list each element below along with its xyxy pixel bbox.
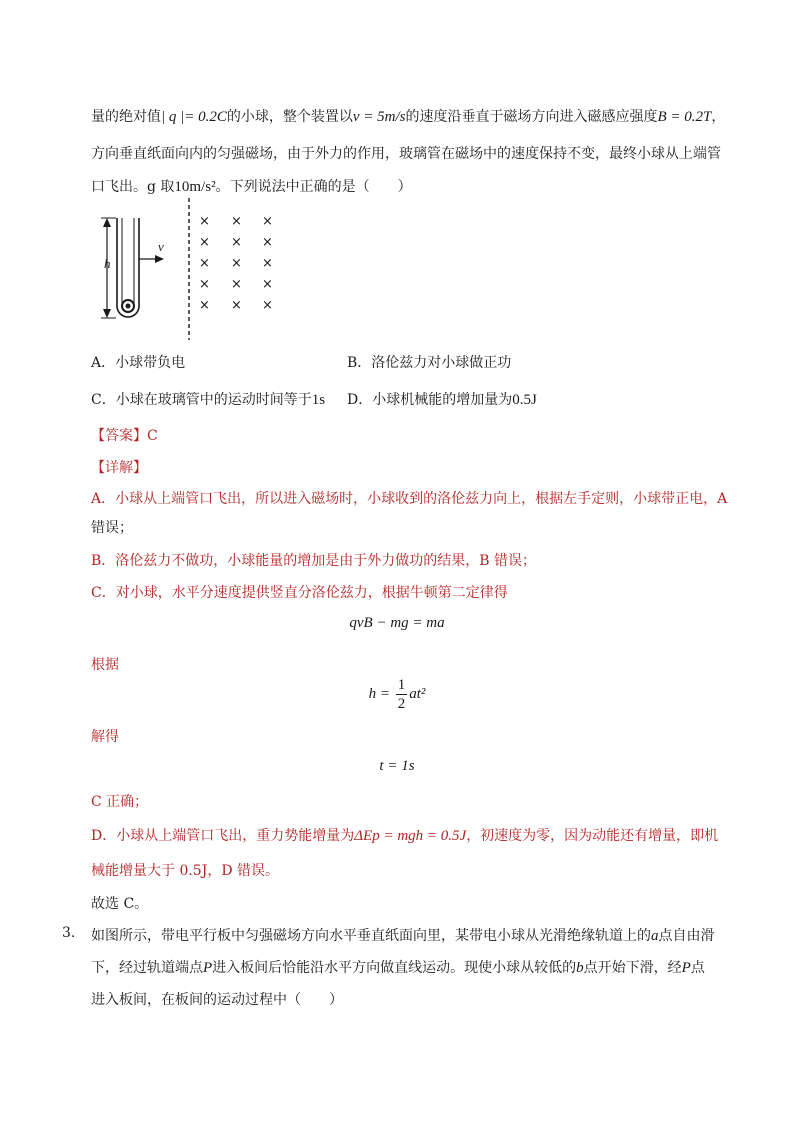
field-cross: × [199, 214, 210, 229]
field-cross: × [262, 214, 273, 229]
field-cross: × [199, 298, 210, 313]
q3-text: 如图所示，带电平行板中匀强磁场方向水平垂直纸面向里，某带电小球从光滑绝缘轨道上的 [91, 928, 651, 944]
option-d [347, 389, 537, 409]
fraction-denominator: 2 [397, 696, 406, 712]
potential-energy-expression: ΔEp = mgh = 0.5J [354, 828, 467, 844]
option-d-text: D．小球机械能的增加量为 [347, 392, 513, 408]
option-c [91, 389, 325, 409]
q3-text: 点开始下滑，经 [583, 960, 682, 976]
intro-text: 的小球，整个装置以 [226, 109, 353, 125]
detail-label: 【详解】 [91, 460, 147, 476]
equation-lhs: h = [368, 685, 390, 702]
label-jie-de: 解得 [91, 729, 119, 745]
field-cross: × [231, 256, 242, 271]
detail-d-line-2: 械能增量大于 0.5J，D 错误。 [91, 863, 280, 879]
velocity-label: v [158, 239, 164, 254]
detail-d-text: ，初速度为零，因为动能还有增量，即机 [466, 828, 719, 844]
intro-text: 量的绝对值 [91, 109, 161, 125]
point-a: a [651, 928, 659, 944]
detail-a-line-2: 错误； [91, 520, 133, 536]
q3-text: 点自由滑 [658, 928, 715, 944]
intro-line-2: 方向垂直纸面向内的匀强磁场，由于外力的作用，玻璃管在磁场中的速度保持不变，最终小球从上端管 [91, 146, 721, 162]
gravity-value: 10m/s² [174, 179, 216, 195]
option-c-text: C．小球在玻璃管中的运动时间等于 [91, 392, 312, 408]
equation-rhs: at² [409, 685, 426, 702]
q3-line-2 [91, 957, 705, 977]
problem-figure [96, 196, 286, 342]
equation-kinematics [0, 676, 794, 713]
field-cross: × [231, 214, 242, 229]
field-cross: × [262, 235, 273, 250]
field-cross: × [199, 235, 210, 250]
magnetic-field-crosses [199, 214, 273, 313]
detail-c: C．对小球，水平分速度提供竖直分洛伦兹力，根据牛顿第二定律得 [91, 585, 508, 601]
q3-text: 下，经过轨道端点 [91, 960, 203, 976]
velocity-arrow-head [155, 255, 164, 263]
detail-b: B．洛伦兹力不做功，小球能量的增加是由于外力做功的结果，B 错误； [91, 553, 537, 569]
point-p: P [681, 960, 691, 976]
equation-time: t = 1s [379, 758, 415, 774]
height-arrow-head-bottom [103, 309, 111, 318]
option-a: A．小球带负电 [91, 355, 186, 371]
detail-a-line-1: A．小球从上端管口飞出，所以进入磁场时，小球收到的洛伦兹力向上，根据左手定则，小球带正电，A [91, 491, 728, 507]
intro-text: 。下列说法中正确的是（ ） [215, 179, 412, 195]
field-cross: × [262, 256, 273, 271]
intro-line-3 [91, 176, 412, 196]
question-number: 3. [62, 925, 76, 941]
intro-text: 的速度沿垂直于磁场方向进入磁感应强度 [405, 109, 658, 125]
field-cross: × [231, 298, 242, 313]
q3-text: 点 [690, 960, 705, 976]
height-arrow-head-top [103, 218, 111, 227]
final-choice: 故选 C。 [91, 896, 149, 912]
intro-text: 口飞出。g 取 [91, 179, 175, 195]
intro-text: ， [711, 109, 726, 125]
fraction-half [396, 676, 408, 713]
fraction-numerator: 1 [397, 677, 406, 693]
field-cross: × [199, 277, 210, 292]
q3-line-3: 进入板间，在板间的运动过程中（ ） [91, 992, 343, 1008]
point-p: P [203, 960, 213, 976]
field-cross: × [231, 235, 242, 250]
charge-expression: | q |= 0.2C [161, 109, 227, 125]
detail-d-line-1 [91, 825, 718, 845]
field-cross: × [231, 277, 242, 292]
option-b: B．洛伦兹力对小球做正功 [347, 355, 512, 371]
point-b: b [576, 960, 584, 976]
field-cross: × [262, 277, 273, 292]
q3-text: 进入板间后恰能沿水平方向做直线运动。现使小球从较低的 [212, 960, 577, 976]
label-gen-ju: 根据 [91, 657, 119, 673]
option-c-value: 1s [311, 392, 326, 408]
option-d-value: 0.5J [512, 392, 537, 408]
velocity-expression: v = 5m/s [352, 109, 406, 125]
field-cross: × [262, 298, 273, 313]
small-ball-core [126, 304, 131, 309]
equation-newton: qvB − mg = ma [349, 615, 445, 631]
detail-d-text: D．小球从上端管口飞出，重力势能增量为 [91, 828, 355, 844]
answer-label: 【答案】C [91, 428, 158, 444]
detail-c-correct: C 正确； [91, 794, 149, 810]
field-expression: B = 0.2T [657, 109, 712, 125]
q3-line-1 [91, 925, 715, 945]
field-cross: × [199, 256, 210, 271]
height-label: h [104, 256, 111, 271]
intro-line-1 [91, 106, 725, 126]
